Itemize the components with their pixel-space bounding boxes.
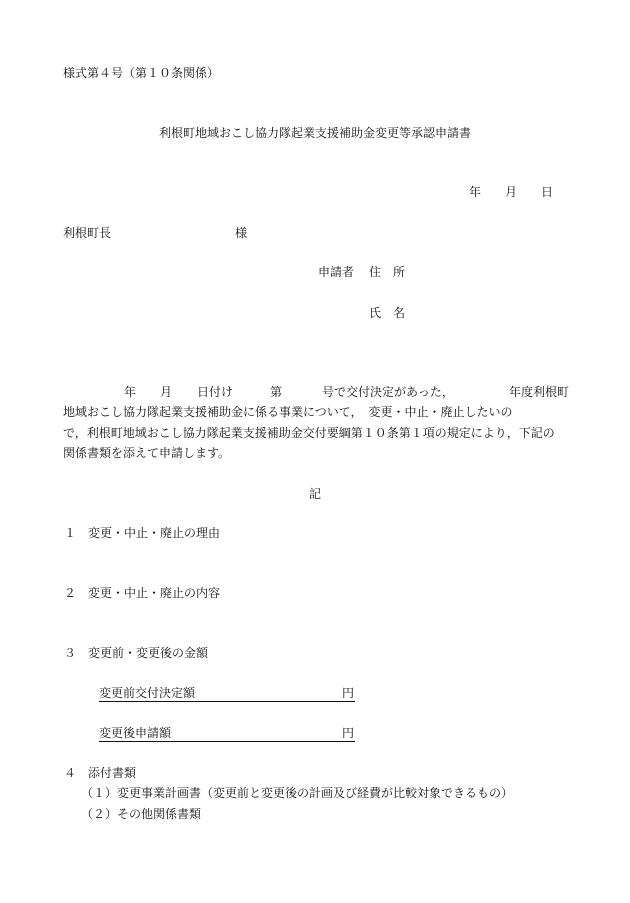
amount-before-field[interactable]: [99, 687, 355, 702]
body-day-dated: 日付け: [197, 385, 234, 399]
item-number: ２: [64, 586, 77, 600]
applicant-label: 申請者: [318, 265, 355, 279]
item-label: 変更・中止・廃止の理由: [88, 526, 221, 540]
date-year-label: 年: [469, 185, 482, 199]
ki-heading: 記: [308, 487, 321, 501]
date-day-label: 日: [541, 185, 554, 199]
item-number: ３: [64, 646, 77, 660]
body-dai: 第: [270, 385, 283, 399]
body-fiscal-year: 年度利根町: [509, 385, 570, 399]
item-number: １: [64, 526, 77, 540]
item-label: 変更・中止・廃止の内容: [88, 586, 221, 600]
item-label: 変更前・変更後の金額: [88, 646, 209, 660]
document-title: 利根町地域おこし協力隊起業支援補助金変更等承認申請書: [158, 126, 471, 140]
attachment-1: （１）変更事業計画書（変更前と変更後の計画及び経費が比較対象できるもの）: [81, 786, 514, 800]
body-line-4: 関係書類を添えて申請します。: [63, 446, 231, 460]
body-line-2: 地域おこし協力隊起業支援補助金に係る事業について， 変更・中止・廃止したいの: [63, 405, 513, 419]
form-number: 様式第４号（第１０条関係）: [63, 66, 220, 80]
body-month: 月: [160, 385, 173, 399]
body-year: 年: [124, 385, 137, 399]
addressee-name: 利根町長: [63, 226, 112, 240]
amount-after-label: 変更後申請額: [99, 726, 172, 740]
body-line1-text: 号で交付決定があった，: [322, 385, 454, 399]
item-amount: [64, 647, 208, 659]
item-attachments: [64, 767, 136, 779]
item-label: 添付書類: [88, 766, 137, 780]
amount-before-unit: 円: [341, 686, 354, 700]
amount-after-unit: 円: [341, 726, 354, 740]
item-content: [64, 587, 220, 599]
item-number: ４: [64, 766, 77, 780]
applicant-address-label: 住 所: [369, 265, 406, 279]
body-line-3: で，利根町地域おこし協力隊起業支援補助金交付要綱第１０条第１項の規定により，下記の: [63, 426, 555, 440]
amount-before-label: 変更前交付決定額: [99, 686, 196, 700]
item-reason: [64, 527, 220, 539]
attachment-2: （２）その他関係書類: [81, 807, 202, 821]
amount-after-field[interactable]: [99, 727, 355, 742]
addressee-honorific: 様: [235, 226, 248, 240]
applicant-name-label: 氏 名: [369, 306, 406, 320]
date-month-label: 月: [505, 185, 518, 199]
